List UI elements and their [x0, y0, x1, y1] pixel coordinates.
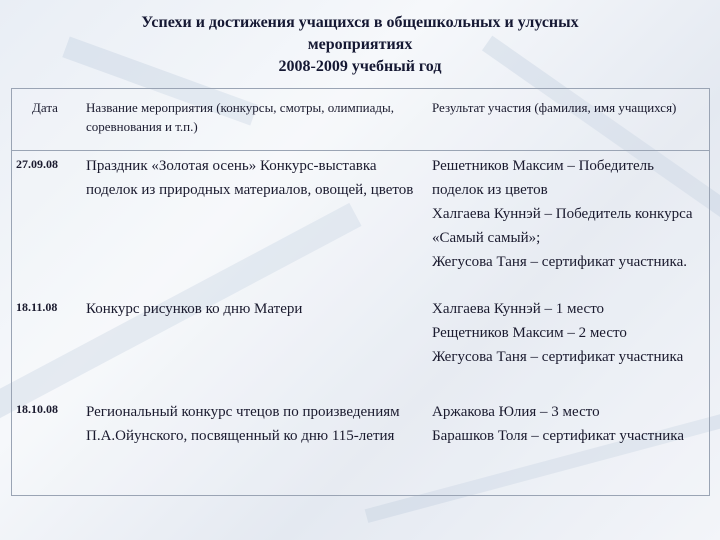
table-row — [12, 151, 709, 295]
table-header-row — [12, 89, 709, 151]
result-item: Решетников Максим – Победитель поделок из цветов — [432, 158, 654, 198]
row-event: Конкурс рисунков ко дню Матери — [86, 301, 303, 317]
page-title — [60, 12, 660, 78]
row-event: Региональный конкурс чтецов по произведениям П.А.Ойунского, посвященный ко дню 115-летия — [86, 404, 400, 444]
title-line-2: мероприятиях — [307, 36, 413, 53]
result-item: Жегусова Таня – сертификат участника. — [432, 254, 688, 270]
result-item: Халгаева Куннэй – Победитель конкурса «Самый самый»; — [432, 206, 693, 246]
table-row — [12, 396, 709, 450]
row-date: 18.10.08 — [16, 402, 58, 416]
row-date: 27.09.08 — [16, 157, 58, 171]
result-item: Халгаева Куннэй – 1 место — [432, 301, 605, 317]
header-date: Дата — [12, 89, 78, 151]
header-result: Результат участия (фамилия, имя учащихся) — [424, 89, 709, 151]
result-item: Рещетников Максим – 2 место — [432, 325, 627, 341]
row-event: Праздник «Золотая осень» Конкурс-выставка поделок из природных материалов, овощей, цветов — [86, 158, 414, 198]
header-event: Название мероприятия (конкурсы, смотры, олимпиады, соревнования и т.п.) — [78, 89, 424, 151]
row-results — [424, 396, 709, 450]
result-item: Аржакова Юлия – 3 место — [432, 404, 600, 420]
row-results — [424, 294, 709, 396]
result-item: Жегусова Таня – сертификат участника — [432, 349, 684, 365]
row-date: 18.11.08 — [16, 300, 58, 314]
achievements-table — [11, 88, 710, 496]
title-line-1: Успехи и достижения учащихся в общешкольных и улусных — [141, 14, 579, 31]
table-row — [12, 294, 709, 396]
title-line-3: 2008-2009 учебный год — [278, 58, 442, 75]
row-results — [424, 151, 709, 295]
result-item: Барашков Толя – сертификат участника — [432, 428, 685, 444]
